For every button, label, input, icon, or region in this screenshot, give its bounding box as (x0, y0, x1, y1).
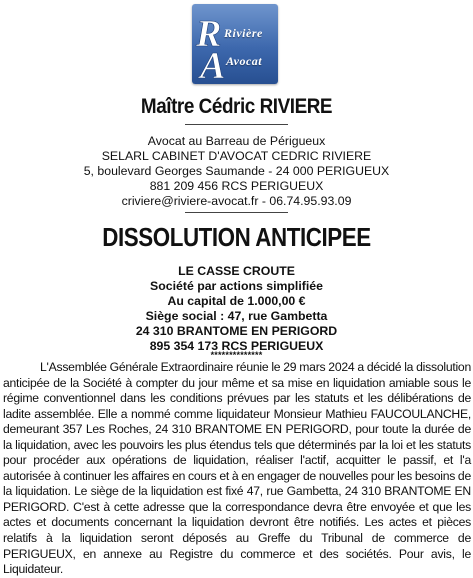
logo-word-avocat: Avocat (226, 54, 263, 68)
notice-title: DISSOLUTION ANTICIPEE (102, 222, 371, 252)
company-name: LE CASSE CROUTE (178, 264, 295, 278)
company-city: 24 310 BRANTOME EN PERIGORD (135, 323, 338, 338)
svg-text:A: A (200, 45, 226, 84)
logo-monogram-icon (192, 4, 278, 84)
firm-contact: criviere@riviere-avocat.fr - 06.74.95.93.09 (121, 193, 352, 208)
company-block (0, 264, 473, 353)
company-form: Société par actions simplifiée (150, 278, 323, 293)
separator-stars: ************** (210, 350, 263, 360)
divider-top (185, 124, 288, 125)
company-capital: Au capital de 1.000,00 € (167, 293, 306, 308)
firm-name: SELARL CABINET D'AVOCAT CEDRIC RIVIERE (101, 148, 372, 163)
law-firm-logo (192, 4, 278, 84)
svg-text:R: R (196, 13, 222, 55)
bar-membership: Avocat au Barreau de Périgueux (147, 134, 326, 148)
divider-bottom (185, 212, 288, 213)
notice-body: L'Assemblée Générale Extraordinaire réunie le 29 mars 2024 a décidé la dissolution anticipée de la Société à compter du jour même et sa mise en liquidation amiable sous le régime conventionnel dans les conditions prévues par les statuts et les délibérations de ladite assemblée. Elle a nommé comme liquidateur Monsieur Mathieu FAUCOULANCHE, demeurant 357 Les Roches, 24 310 BRANTOME EN PERIGORD, pour toute la durée de la liquidation, avec les pouvoirs les plus étendus tels que déterminés par la loi et les statuts pour procéder aux opérations de liquidation, réaliser l'actif, acquitter le passif, et l'a autorisée à continuer les affaires en cours et à en engager de nouvelles pour les besoins de la liquidation. Le siège de la liquidation est fixé 47, rue Gambetta, 24 310 BRANTOME EN PERIGORD. C'est à cette adresse que la correspondance devra être envoyée et que les actes et documents concernant la liquidation devront être notifiés. Les actes et pièces relatifs à la liquidation seront déposés au Greffe du Tribunal de commerce de PERIGUEUX, en annexe au Registre du commerce et des sociétés. Pour avis, le Liquidateur. (3, 360, 471, 577)
company-seat: Siège social : 47, rue Gambetta (145, 308, 328, 323)
firm-address: 5, boulevard Georges Saumande - 24 000 PERIGUEUX (83, 163, 390, 178)
firm-registration: 881 209 456 RCS PERIGUEUX (149, 178, 324, 193)
contact-block (0, 134, 473, 209)
logo-word-riviere: Rivière (224, 26, 263, 40)
company-rcs: 895 354 173 RCS PERIGUEUX (149, 338, 324, 353)
lawyer-name: Maître Cédric RIVIERE (140, 95, 333, 118)
